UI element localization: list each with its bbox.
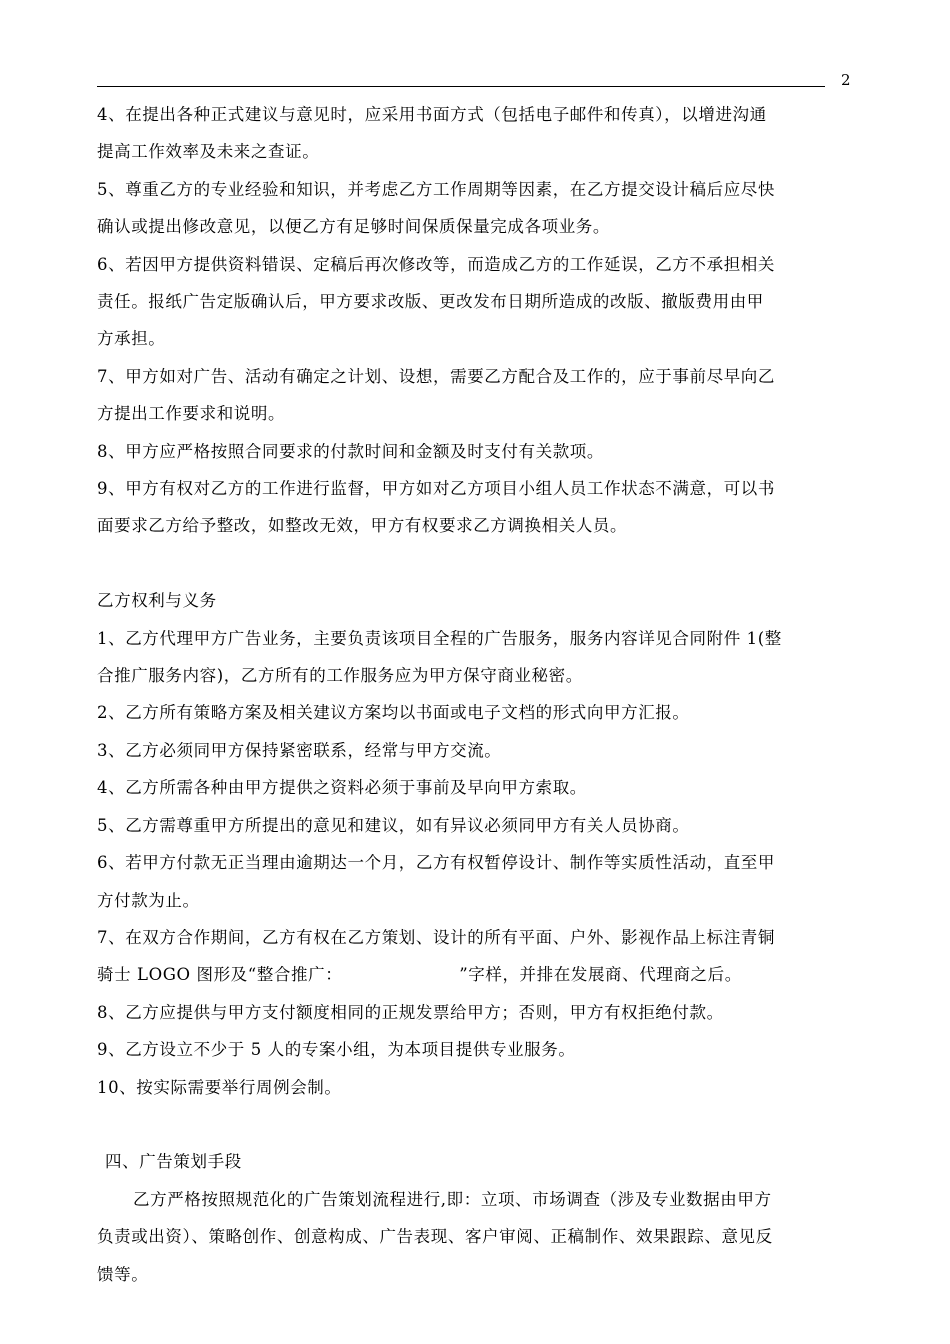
section-four-line-2: 负责或出资）、策略创作、创意构成、广告表现、客户审阅、正稿制作、效果跟踪、意见反 <box>97 1227 773 1247</box>
clause-b-2-line-1: 2、乙方所有策略方案及相关建议方案均以书面或电子文档的形式向甲方汇报。 <box>97 703 690 723</box>
clause-b-7-line-2: 骑士 LOGO 图形及“整合推广： ”字样，并排在发展商、代理商之后。 <box>97 965 742 985</box>
section-four-line-1: 乙方严格按照规范化的广告策划流程进行,即：立项、市场调查（涉及专业数据由甲方 <box>133 1189 772 1209</box>
clause-b-1-line-2: 合推广服务内容)，乙方所有的工作服务应为甲方保守商业秘密。 <box>97 666 583 686</box>
clause-a-5-line-2: 确认或提出修改意见，以便乙方有足够时间保质保量完成各项业务。 <box>97 217 610 237</box>
clause-a-6-line-2: 责任。报纸广告定版确认后，甲方要求改版、更改发布日期所造成的改版、撤版费用由甲 <box>97 292 764 312</box>
clause-b-9-line-1: 9、乙方设立不少于 5 人的专案小组，为本项目提供专业服务。 <box>97 1040 576 1060</box>
clause-a-7-line-2: 方提出工作要求和说明。 <box>97 404 286 424</box>
clause-a-5-line-1: 5、尊重乙方的专业经验和知识，并考虑乙方工作周期等因素，在乙方提交设计稿后应尽快 <box>97 179 775 199</box>
clause-b-6-line-2: 方付款为止。 <box>97 890 200 910</box>
clause-b-6-line-1: 6、若甲方付款无正当理由逾期达一个月，乙方有权暂停设计、制作等实质性活动，直至甲 <box>97 853 775 873</box>
section-four-line-3: 馈等。 <box>97 1264 149 1284</box>
clause-b-1-line-1: 1、乙方代理甲方广告业务，主要负责该项目全程的广告服务，服务内容详见合同附件 1(整 <box>97 628 782 648</box>
blank-line <box>97 1106 853 1143</box>
document-body <box>97 96 853 1293</box>
clause-a-4-line-2: 提高工作效率及未来之查证。 <box>97 142 320 162</box>
clause-a-7-line-1: 7、甲方如对广告、活动有确定之计划、设想，需要乙方配合及工作的，应于事前尽早向乙 <box>97 366 775 386</box>
page-number: 2 <box>841 71 851 89</box>
clause-b-7-line-1: 7、在双方合作期间，乙方有权在乙方策划、设计的所有平面、户外、影视作品上标注青铜 <box>97 927 775 947</box>
blank-line <box>97 545 853 582</box>
party-b-heading: 乙方权利与义务 <box>97 591 217 611</box>
clause-b-3-line-1: 3、乙方必须同甲方保持紧密联系，经常与甲方交流。 <box>97 740 502 760</box>
clause-a-9-line-2: 面要求乙方给予整改，如整改无效，甲方有权要求乙方调换相关人员。 <box>97 516 628 536</box>
section-four-heading: 四、广告策划手段 <box>105 1152 242 1172</box>
clause-a-4-line-1: 4、在提出各种正式建议与意见时，应采用书面方式（包括电子邮件和传真），以增进沟通 <box>97 105 767 124</box>
clause-a-6-line-1: 6、若因甲方提供资料错误、定稿后再次修改等，而造成乙方的工作延误，乙方不承担相关 <box>97 254 775 274</box>
clause-b-4-line-1: 4、乙方所需各种由甲方提供之资料必须于事前及早向甲方索取。 <box>97 778 587 798</box>
clause-a-8-line-1: 8、甲方应严格按照合同要求的付款时间和金额及时支付有关款项。 <box>97 441 604 461</box>
header-rule <box>97 86 825 87</box>
clause-a-6-line-3: 方承担。 <box>97 329 166 349</box>
clause-b-10-line-1: 10、按实际需要举行周例会制。 <box>97 1077 342 1097</box>
clause-a-9-line-1: 9、甲方有权对乙方的工作进行监督，甲方如对乙方项目小组人员工作状态不满意，可以书 <box>97 479 775 499</box>
clause-b-5-line-1: 5、乙方需尊重甲方所提出的意见和建议，如有异议必须同甲方有关人员协商。 <box>97 815 690 835</box>
clause-b-8-line-1: 8、乙方应提供与甲方支付额度相同的正规发票给甲方；否则，甲方有权拒绝付款。 <box>97 1002 724 1022</box>
